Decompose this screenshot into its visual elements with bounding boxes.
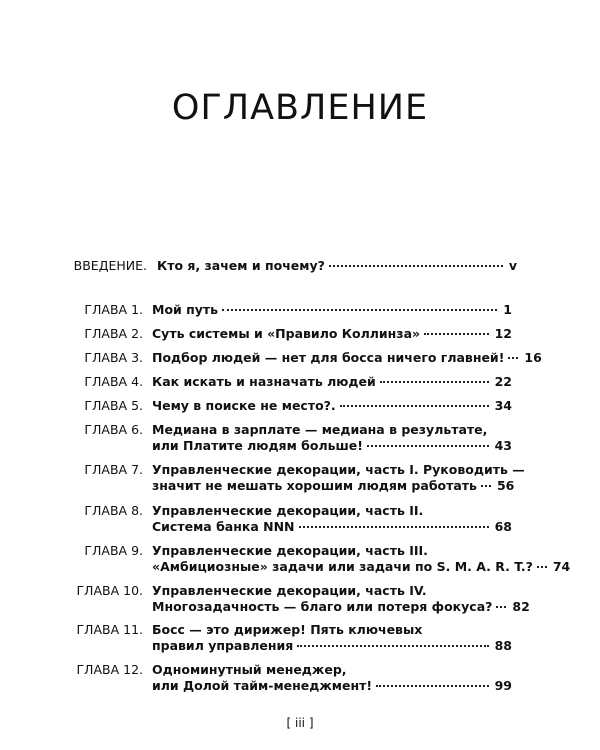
entry-page: 99 — [494, 678, 512, 693]
entry-text — [152, 422, 512, 454]
entry-text — [157, 258, 517, 274]
entry-line: Подбор людей — нет для босса ничего главней! — [152, 350, 505, 365]
entry-line: Суть системы и «Правило Коллинза» — [152, 326, 421, 341]
entry-page: 82 — [512, 599, 530, 614]
entry-line: Управленческие декорации, часть II. — [152, 503, 424, 518]
dot-leader — [222, 308, 497, 311]
entry-label: ВВЕДЕНИЕ. — [73, 258, 147, 273]
entry-line: Как искать и назначать людей — [152, 374, 376, 389]
entry-label: ГЛАВА 10. — [76, 583, 143, 598]
entry-page: 22 — [494, 374, 512, 389]
entry-line: Мой путь — [152, 302, 219, 317]
entry-label: ГЛАВА 11. — [76, 622, 143, 637]
toc-title: ОГЛАВЛЕНИЕ — [171, 88, 429, 128]
entry-text — [152, 543, 571, 575]
entry-text — [152, 503, 512, 535]
dot-leader — [496, 605, 506, 608]
entry-text — [152, 583, 530, 615]
entry-label: ГЛАВА 4. — [84, 374, 143, 389]
entry-label: ГЛАВА 12. — [76, 662, 143, 677]
entry-line: Босс — это дирижер! Пять ключевых — [152, 622, 423, 637]
entry-label: ГЛАВА 1. — [84, 302, 143, 317]
page-number-folio: [ iii ] — [286, 716, 314, 730]
entry-line: Многозадачность — благо или потеря фокуса? — [152, 599, 493, 614]
dot-leader — [367, 444, 489, 447]
entry-page: 16 — [524, 350, 542, 365]
entry-page: 74 — [552, 559, 571, 574]
entry-text — [152, 622, 512, 654]
entry-page: 1 — [503, 302, 512, 317]
entry-text — [152, 302, 512, 318]
entry-line: Управленческие декорации, часть IV. — [152, 583, 427, 598]
dot-leader — [508, 356, 518, 359]
entry-text — [152, 350, 542, 366]
entry-page: 12 — [494, 326, 512, 341]
entry-line: или Платите людям больше! — [152, 438, 363, 453]
entry-text — [152, 462, 525, 494]
entry-text — [152, 398, 512, 414]
dot-leader — [299, 525, 489, 528]
entry-label: ГЛАВА 6. — [84, 422, 143, 437]
entry-label: ГЛАВА 7. — [84, 462, 143, 477]
entry-line: Одноминутный менеджер, — [152, 662, 347, 677]
entry-page: v — [508, 258, 517, 273]
entry-page: 56 — [496, 478, 515, 493]
entry-line: «Амбициозные» задачи или задачи по S. M. A. R. T.? — [152, 559, 533, 574]
entry-label: ГЛАВА 3. — [84, 350, 143, 365]
dot-leader — [297, 644, 488, 647]
entry-line: Медиана в зарплате — медиана в результате, — [152, 422, 488, 437]
entry-line: правил управления — [152, 638, 294, 653]
dot-leader — [329, 264, 503, 267]
entry-line: Управленческие декорации, часть III. — [152, 543, 428, 558]
dot-leader — [537, 565, 547, 568]
entry-line: Управленческие декорации, часть I. Руководить — — [152, 462, 525, 477]
entry-page: 88 — [494, 638, 512, 653]
entry-page: 43 — [494, 438, 512, 453]
entry-line: Чему в поиске не место?. — [152, 398, 336, 413]
dot-leader — [340, 404, 489, 407]
entry-label: ГЛАВА 2. — [84, 326, 143, 341]
dot-leader — [376, 684, 489, 687]
entry-label: ГЛАВА 5. — [84, 398, 143, 413]
entry-text — [152, 326, 512, 342]
dot-leader — [424, 332, 489, 335]
entry-line: Кто я, зачем и почему? — [157, 258, 325, 273]
entry-text — [152, 374, 512, 390]
entry-line: значит не мешать хорошим людям работать — [152, 478, 477, 493]
entry-label: ГЛАВА 9. — [84, 543, 143, 558]
entry-page: 34 — [494, 398, 512, 413]
dot-leader — [481, 484, 491, 487]
entry-line: или Долой тайм-менеджмент! — [152, 678, 373, 693]
entry-page: 68 — [494, 519, 512, 534]
entry-text — [152, 662, 512, 694]
entry-line: Система банка NNN — [152, 519, 295, 534]
dot-leader — [380, 380, 489, 383]
entry-label: ГЛАВА 8. — [84, 503, 143, 518]
